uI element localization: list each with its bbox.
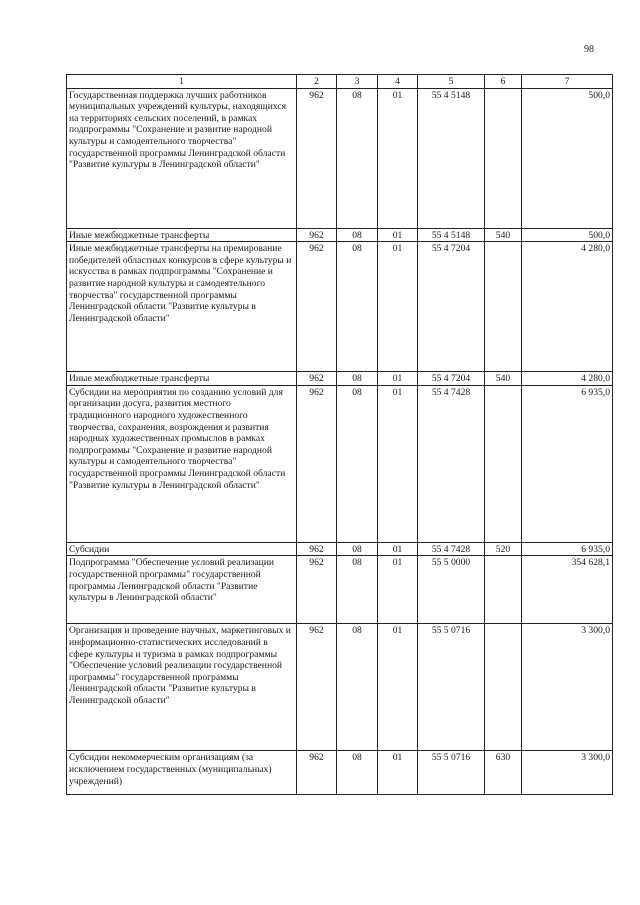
row-code-target: 55 4 7204: [418, 372, 485, 386]
row-code-subsection: 01: [378, 242, 418, 372]
row-code-type: 540: [485, 372, 522, 386]
row-code-type: [485, 624, 522, 751]
column-header: 4: [378, 75, 418, 89]
row-code-target: 55 5 0000: [418, 556, 485, 624]
row-code-type: [485, 556, 522, 624]
column-header: 7: [522, 75, 613, 89]
table-row: [67, 372, 613, 386]
row-code-section: 08: [337, 751, 378, 795]
row-code-grbs: 962: [297, 228, 337, 242]
row-code-target: 55 5 0716: [418, 751, 485, 795]
row-code-subsection: 01: [378, 385, 418, 542]
row-amount: 354 628,1: [522, 556, 613, 624]
row-description: Подпрограмма "Обеспечение условий реализации государственной программы" государственной программы Ленинградской области "Развитие культуры в Ленинградской области": [67, 556, 297, 624]
row-code-section: 08: [337, 228, 378, 242]
table-header-row: [67, 75, 613, 89]
row-code-grbs: 962: [297, 88, 337, 228]
row-code-type: [485, 385, 522, 542]
row-code-grbs: 962: [297, 242, 337, 372]
column-header: 1: [67, 75, 297, 89]
page-number: 98: [584, 44, 594, 55]
column-header: 3: [337, 75, 378, 89]
row-code-target: 55 4 7428: [418, 542, 485, 556]
column-header: 2: [297, 75, 337, 89]
row-code-grbs: 962: [297, 542, 337, 556]
row-description: Субсидии: [67, 542, 297, 556]
row-code-type: 630: [485, 751, 522, 795]
row-amount: 3 300,0: [522, 624, 613, 751]
row-code-type: [485, 242, 522, 372]
row-description: Субсидии некоммерческим организациям (за исключением государственных (муниципальных) учреждений): [67, 751, 297, 795]
row-description: Иные межбюджетные трансферты: [67, 228, 297, 242]
row-code-section: 08: [337, 542, 378, 556]
column-header: 5: [418, 75, 485, 89]
table-row: [67, 228, 613, 242]
budget-table: [66, 74, 613, 795]
row-code-target: 55 4 7428: [418, 385, 485, 542]
row-code-target: 55 4 5148: [418, 88, 485, 228]
row-code-grbs: 962: [297, 624, 337, 751]
row-code-subsection: 01: [378, 228, 418, 242]
table-row: [67, 542, 613, 556]
table-row: [67, 88, 613, 228]
row-code-grbs: 962: [297, 556, 337, 624]
row-description: Иные межбюджетные трансферты: [67, 372, 297, 386]
row-description: Иные межбюджетные трансферты на премирование победителей областных конкурсов в сфере культуры и искусства в рамках подпрограммы "Сохранение и развитие народной культуры и самодеятельного творчества" государственной программы Ленинградской области "Развитие культуры в Ленинградской области": [67, 242, 297, 372]
row-code-subsection: 01: [378, 556, 418, 624]
table-row: [67, 556, 613, 624]
row-code-target: 55 4 7204: [418, 242, 485, 372]
row-description: Организация и проведение научных, маркетинговых и информационно-статистических исследований в сфере культуры и туризма в рамках подпрограммы "Обеспечение условий реализации государственной программы" государственной программы Ленинградской области "Развитие культуры в Ленинградской области": [67, 624, 297, 751]
row-amount: 3 300,0: [522, 751, 613, 795]
column-header: 6: [485, 75, 522, 89]
row-code-subsection: 01: [378, 624, 418, 751]
table-row: [67, 385, 613, 542]
row-description: Государственная поддержка лучших работников муниципальных учреждений культуры, находящихся на территориях сельских поселений, в рамках подпрограммы "Сохранение и развитие народной культуры и самодеятельного творчества" государственной программы Ленинградской области "Развитие культуры в Ленинградской области": [67, 88, 297, 228]
table-row: [67, 751, 613, 795]
row-code-type: 520: [485, 542, 522, 556]
row-code-section: 08: [337, 372, 378, 386]
row-code-section: 08: [337, 88, 378, 228]
table-row: [67, 624, 613, 751]
row-code-grbs: 962: [297, 385, 337, 542]
row-code-subsection: 01: [378, 88, 418, 228]
row-code-section: 08: [337, 556, 378, 624]
row-code-grbs: 962: [297, 372, 337, 386]
row-code-subsection: 01: [378, 542, 418, 556]
row-amount: 4 280,0: [522, 372, 613, 386]
row-code-type: [485, 88, 522, 228]
row-code-subsection: 01: [378, 751, 418, 795]
row-code-grbs: 962: [297, 751, 337, 795]
row-code-section: 08: [337, 242, 378, 372]
table-row: [67, 242, 613, 372]
row-code-target: 55 5 0716: [418, 624, 485, 751]
row-code-section: 08: [337, 624, 378, 751]
row-code-subsection: 01: [378, 372, 418, 386]
row-description: Субсидии на мероприятия по созданию условий для организации досуга, развития местного традиционного народного художественного творчества, сохранения, возрождения и развития народных художественных промыслов в рамках подпрограммы "Сохранение и развитие народной культуры и самодеятельного творчества" государственной программы Ленинградской области "Развитие культуры в Ленинградской области": [67, 385, 297, 542]
row-amount: 4 280,0: [522, 242, 613, 372]
row-code-section: 08: [337, 385, 378, 542]
row-amount: 6 935,0: [522, 385, 613, 542]
row-amount: 6 935,0: [522, 542, 613, 556]
row-code-target: 55 4 5148: [418, 228, 485, 242]
row-amount: 500,0: [522, 228, 613, 242]
row-amount: 500,0: [522, 88, 613, 228]
row-code-type: 540: [485, 228, 522, 242]
